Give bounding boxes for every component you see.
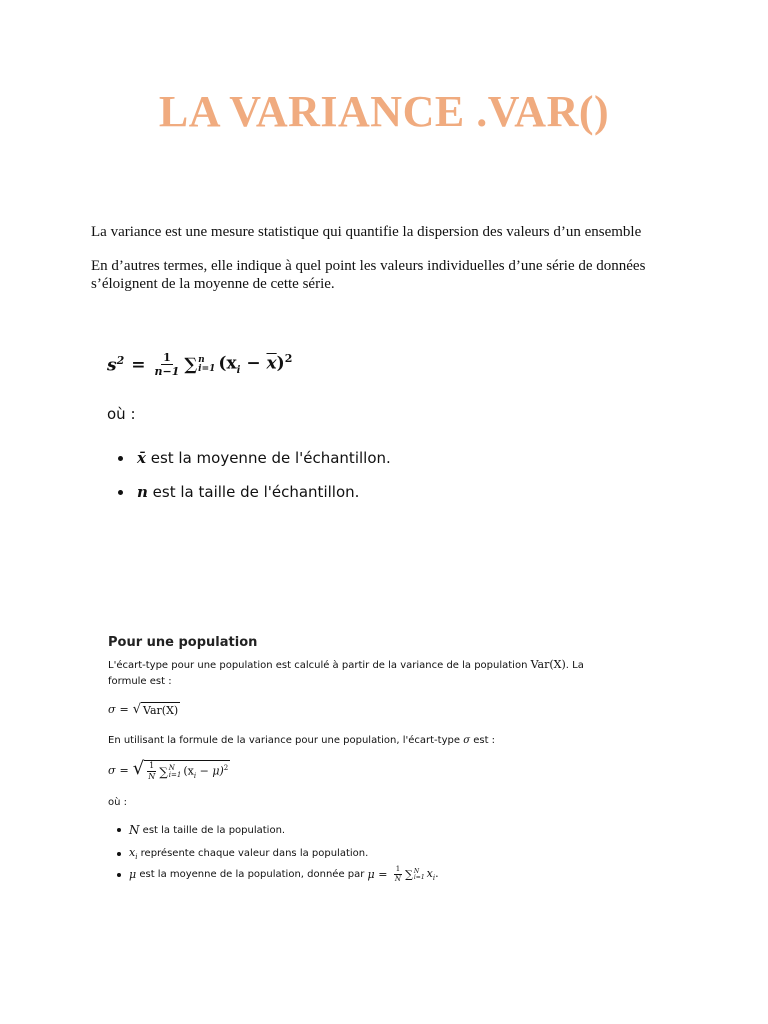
population-ou-label: où : xyxy=(108,797,128,808)
population-bullet-size: N est la taille de la population. xyxy=(117,823,285,837)
intro-paragraph-2-line-2: s’éloignent de la moyenne de cette série. xyxy=(91,276,335,292)
population-bullet-value: $x_i$ représente chaque valeur dans la population. xyxy=(117,846,368,861)
intro-paragraph-1: La variance est une mesure statistique qui quantifie la dispersion des valeurs d’un ensemble xyxy=(91,224,642,240)
population-using-text: En utilisant la formule de la variance pour une population, l'écart-type σ est : xyxy=(108,735,496,746)
bullet-dot xyxy=(117,873,121,877)
sample-bullet-mean: x̄ est la moyenne de l'échantillon. xyxy=(118,449,391,467)
bullet-dot xyxy=(118,456,123,461)
bullet-dot xyxy=(117,828,121,832)
population-heading: Pour une population xyxy=(108,635,258,650)
page-title: LA VARIANCE .VAR() xyxy=(158,87,610,136)
intro-paragraph-2-line-1: En d’autres termes, elle indique à quel point les valeurs individuelles d’une série de données xyxy=(91,258,646,274)
radical-sign: √ xyxy=(132,702,142,717)
sample-ou-label: où : xyxy=(107,405,136,423)
population-bullet-mean: μ est la moyenne de la population, donnée par μ = $\frac{1}{N}$ ∑ N i=1 $x_i$. xyxy=(117,866,439,883)
radical-sign: √ xyxy=(132,758,145,779)
bullet-dot xyxy=(117,852,121,856)
sample-variance-formula: $s^2$ = $\frac{1}{n-1}$ ∑ n i=1 $(x_i - \overline{x})^2$ xyxy=(107,351,293,378)
population-formula-std: σ = √ $\frac{1}{N}$ ∑ N i=1 $(x_i - \mu)^2$ xyxy=(108,758,229,781)
population-description-line-1: L'écart-type pour une population est calculé à partir de la variance de la population Var(X). La xyxy=(108,658,584,671)
population-description-line-2: formule est : xyxy=(108,676,172,687)
sample-bullet-size: n est la taille de l'échantillon. xyxy=(118,483,359,501)
population-formula-sqrt-var: σ = √ Var(X) xyxy=(108,702,179,717)
bullet-dot xyxy=(118,490,123,495)
